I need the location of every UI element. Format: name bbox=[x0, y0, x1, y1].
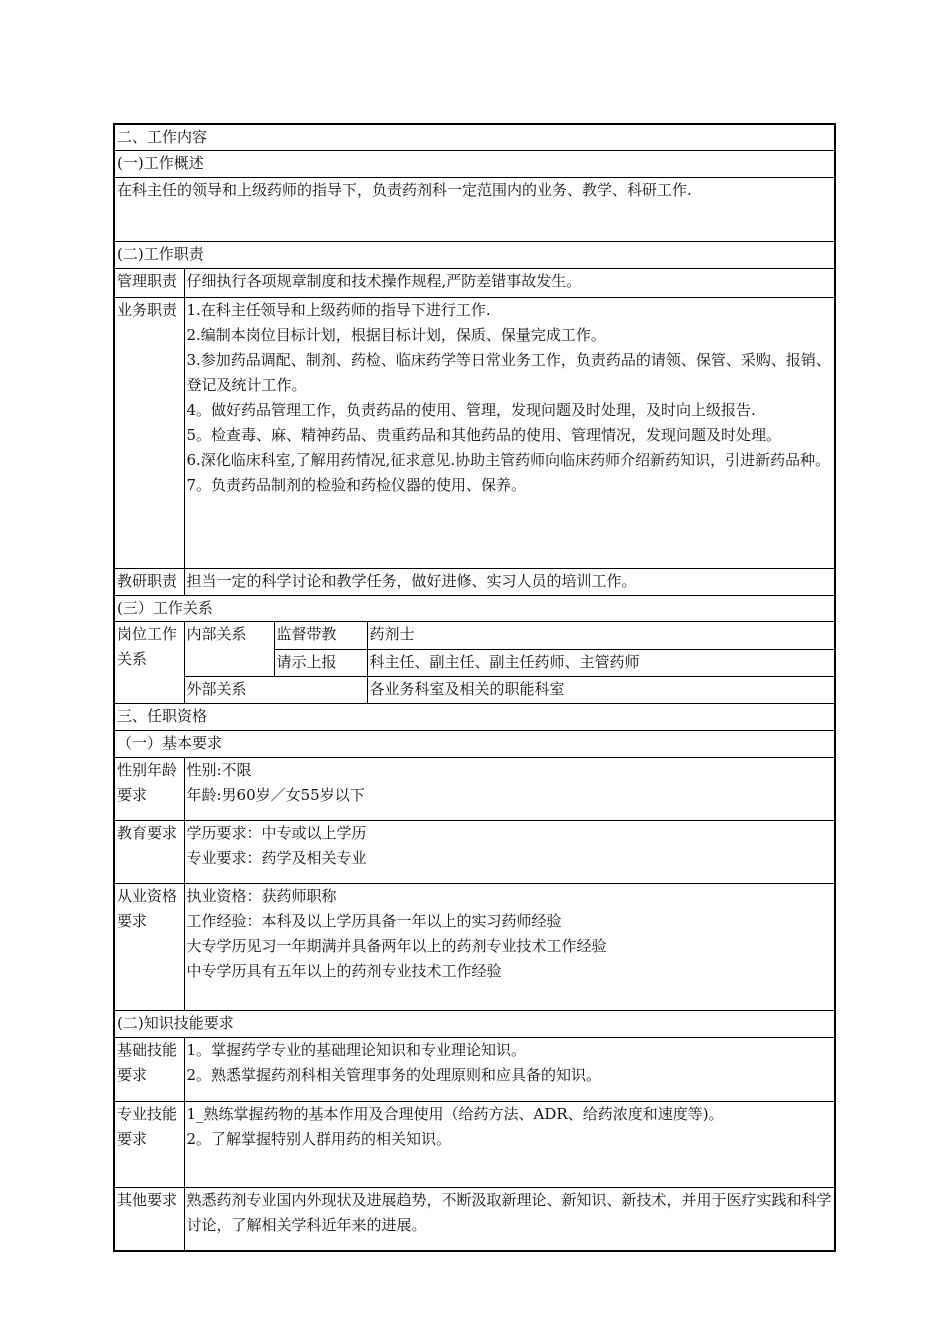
section-row bbox=[114, 704, 835, 731]
supervise-label: 监督带教 bbox=[274, 622, 367, 650]
age-value: 年龄:男60岁／女55岁以下 bbox=[186, 786, 365, 804]
subsection-duties: (二)工作职责 bbox=[114, 242, 835, 269]
qualification-item: 中专学历具有五年以上的药剂专业技术工作经验 bbox=[186, 962, 502, 980]
biz-duty-item: 4。做好药品管理工作，负责药品的使用、管理，发现问题及时处理，及时向上级报告. bbox=[186, 401, 756, 419]
section-row bbox=[114, 731, 835, 758]
requirement-row bbox=[114, 821, 835, 884]
biz-duty-item: 7。负责药品制剂的检验和药检仪器的使用、保养。 bbox=[186, 476, 527, 494]
section-work-content: 二、工作内容 bbox=[114, 124, 835, 151]
internal-relation-label: 内部关系 bbox=[184, 622, 274, 677]
prof-skill-label: 专业技能要求 bbox=[114, 1102, 184, 1188]
edu-values bbox=[184, 821, 835, 884]
biz-duty-list bbox=[184, 298, 835, 569]
gender-age-label: 性别年龄要求 bbox=[114, 758, 184, 821]
requirement-row bbox=[114, 758, 835, 821]
relation-row bbox=[114, 677, 835, 704]
subsection-relations: (三）工作关系 bbox=[114, 596, 835, 622]
subsection-basic: （一）基本要求 bbox=[114, 731, 835, 758]
report-value: 科主任、副主任、副主任药师、主管药师 bbox=[367, 650, 835, 677]
biz-duty-item: 5。检查毒、麻、精神药品、贵重药品和其他药品的使用、管理情况，发现问题及时处理。 bbox=[186, 426, 782, 444]
other-req-text: 熟悉药剂专业国内外现状及进展趋势，不断汲取新理论、新知识、新技术，并用于医疗实践和科学讨论，了解相关学科近年来的进展。 bbox=[184, 1188, 835, 1251]
gender-age-values bbox=[184, 758, 835, 821]
qualification-item: 执业资格：获药师职称 bbox=[186, 887, 337, 905]
duty-row bbox=[114, 298, 835, 569]
external-relation-label: 外部关系 bbox=[184, 677, 367, 704]
supervise-value: 药剂士 bbox=[367, 622, 835, 650]
edu-degree: 学历要求：中专或以上学历 bbox=[186, 824, 367, 842]
biz-duty-item: 1.在科主任领导和上级药师的指导下进行工作. bbox=[186, 301, 491, 319]
subsection-overview: (一)工作概述 bbox=[114, 151, 835, 178]
prof-skill-item: 2。了解掌握特别人群用药的相关知识。 bbox=[186, 1130, 452, 1148]
biz-duty-item: 6.深化临床科室,了解用药情况,征求意见.协助主管药师向临床药师介绍新药知识，引进新药品种。 bbox=[186, 451, 831, 469]
teach-duty-label: 教研职责 bbox=[114, 569, 184, 596]
mgmt-duty-text: 仔细执行各项规章制度和技术操作规程,严防差错事故发生。 bbox=[184, 269, 835, 298]
base-skill-item: 2。熟悉掌握药剂科相关管理事务的处理原则和应具备的知识。 bbox=[186, 1066, 602, 1084]
job-description-table bbox=[113, 123, 836, 1252]
qualification-item: 大专学历见习一年期满并具备两年以上的药剂专业技术工作经验 bbox=[186, 937, 607, 955]
biz-duty-label: 业务职责 bbox=[114, 298, 184, 569]
section-qualifications: 三、任职资格 bbox=[114, 704, 835, 731]
base-skill-values bbox=[184, 1038, 835, 1102]
post-relation-label: 岗位工作关系 bbox=[114, 622, 184, 704]
other-req-label: 其他要求 bbox=[114, 1188, 184, 1251]
overview-text: 在科主任的领导和上级药师的指导下，负责药剂科一定范围内的业务、教学、科研工作. bbox=[114, 178, 835, 242]
prof-skill-values bbox=[184, 1102, 835, 1188]
report-label: 请示上报 bbox=[274, 650, 367, 677]
section-row bbox=[114, 242, 835, 269]
prof-skill-item: 1_熟练掌握药物的基本作用及合理使用（给药方法、ADR、给药浓度和速度等)。 bbox=[186, 1105, 724, 1123]
teach-duty-text: 担当一定的科学讨论和教学任务，做好进修、实习人员的培训工作。 bbox=[184, 569, 835, 596]
base-skill-label: 基础技能要求 bbox=[114, 1038, 184, 1102]
subsection-skills: (二)知识技能要求 bbox=[114, 1011, 835, 1038]
edu-label: 教育要求 bbox=[114, 821, 184, 884]
biz-duty-item: 3.参加药品调配、制剂、药检、临床药学等日常业务工作，负责药品的请领、保管、采购、报销、登记及统计工作。 bbox=[186, 351, 831, 394]
duty-row bbox=[114, 269, 835, 298]
requirement-row bbox=[114, 884, 835, 1011]
edu-major: 专业要求：药学及相关专业 bbox=[186, 849, 367, 867]
section-row bbox=[114, 151, 835, 178]
qualification-values bbox=[184, 884, 835, 1011]
overview-row bbox=[114, 178, 835, 242]
section-row bbox=[114, 1011, 835, 1038]
duty-row bbox=[114, 569, 835, 596]
skill-row bbox=[114, 1038, 835, 1102]
mgmt-duty-label: 管理职责 bbox=[114, 269, 184, 298]
biz-duty-item: 2.编制本岗位目标计划，根据目标计划，保质、保量完成工作。 bbox=[186, 326, 606, 344]
external-relation-value: 各业务科室及相关的职能科室 bbox=[367, 677, 835, 704]
section-row bbox=[114, 596, 835, 622]
qualification-item: 工作经验：本科及以上学历具备一年以上的实习药师经验 bbox=[186, 912, 562, 930]
section-row bbox=[114, 124, 835, 151]
qualification-label: 从业资格要求 bbox=[114, 884, 184, 1011]
relation-row bbox=[114, 622, 835, 650]
skill-row bbox=[114, 1188, 835, 1251]
skill-row bbox=[114, 1102, 835, 1188]
gender-value: 性别:不限 bbox=[186, 761, 252, 779]
base-skill-item: 1。掌握药学专业的基础理论知识和专业理论知识。 bbox=[186, 1041, 527, 1059]
